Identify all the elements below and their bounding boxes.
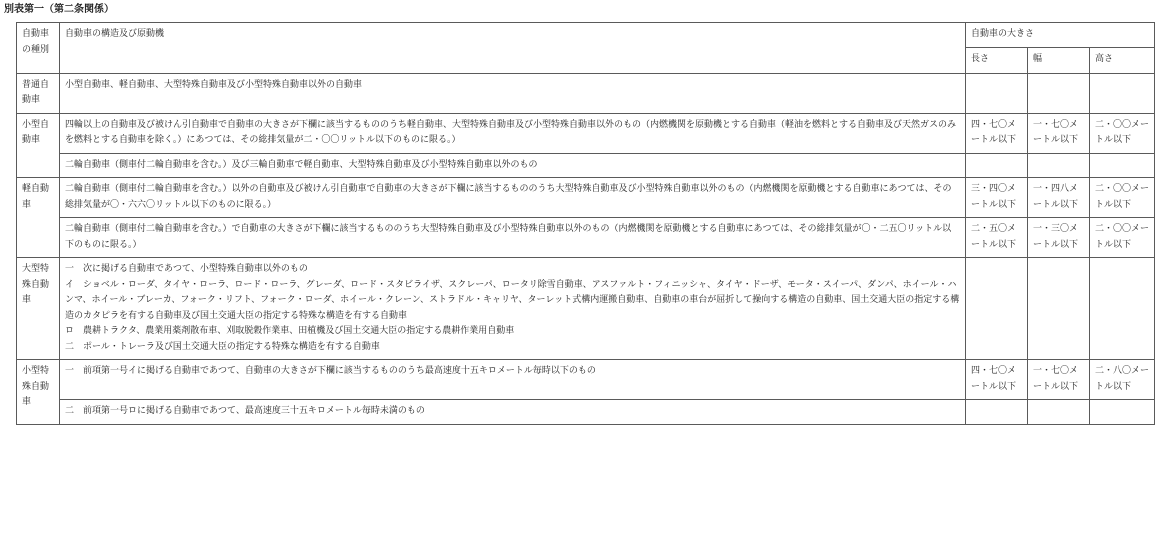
kind-cell: 大型特殊自動車: [17, 258, 60, 360]
height-cell: 二・〇〇メートル以下: [1090, 218, 1155, 258]
page-title: 別表第一（第二条関係）: [4, 4, 114, 15]
structure-cell: 一 前項第一号イに掲げる自動車であつて、自動車の大きさが下欄に該当するもののうち最高速度十五キロメートル毎時以下のもの: [60, 360, 966, 400]
kind-cell: 軽自動車: [17, 178, 60, 258]
length-cell: [966, 258, 1028, 360]
height-cell: [1090, 73, 1155, 113]
structure-cell: 二輪自動車（側車付二輪自動車を含む。）以外の自動車及び被けん引自動車で自動車の大きさが下欄に該当するもののうち大型特殊自動車及び小型特殊自動車以外のもの（内燃機関を原動機とする自動車にあつては、その総排気量が〇・六六〇リットル以下のものに限る。）: [60, 178, 966, 218]
width-cell: [1028, 400, 1090, 425]
table-row: [17, 153, 1155, 178]
structure-line: イ ショベル・ローダ、タイヤ・ローラ、ロード・ローラ、グレーダ、ロード・スタビライザ、スクレーパ、ロータリ除雪自動車、アスファルト・フィニッシャ、タイヤ・ドーザ、モータ・スイーパ、ダンパ、ホイール・ハンマ、ホイール・ブレーカ、フォーク・リフト、フォーク・ローダ、ホイール・クレーン、ストラドル・キャリヤ、ターレット式構内運搬自動車、自動車の車台が屈折して操向する構造の自動車、国土交通大臣の指定する構造のカタピラを有する自動車及び国土交通大臣の指定する特殊な構造を有する自動車: [65, 279, 960, 321]
length-cell: [966, 153, 1028, 178]
vehicle-classification-table: [16, 22, 1155, 425]
structure-cell: 二 前項第一号ロに掲げる自動車であつて、最高速度三十五キロメートル毎時未満のもの: [60, 400, 966, 425]
width-cell: 一・三〇メートル以下: [1028, 218, 1090, 258]
table-row: [17, 73, 1155, 113]
structure-cell: 二輪自動車（側車付二輪自動車を含む。）及び三輪自動車で軽自動車、大型特殊自動車及び小型特殊自動車以外のもの: [60, 153, 966, 178]
header-kind: 自動車の種別: [17, 23, 60, 74]
table-row: [17, 178, 1155, 218]
width-cell: [1028, 73, 1090, 113]
table-header-row: [17, 23, 1155, 48]
height-cell: [1090, 400, 1155, 425]
kind-cell: 小型特殊自動車: [17, 360, 60, 425]
structure-cell: [60, 258, 966, 360]
height-cell: 二・八〇メートル以下: [1090, 360, 1155, 400]
table-row: [17, 113, 1155, 153]
structure-cell: 四輪以上の自動車及び被けん引自動車で自動車の大きさが下欄に該当するもののうち軽自動車、大型特殊自動車及び小型特殊自動車以外のもの（内燃機関を原動機とする自動車（軽油を燃料とする自動車及び天然ガスのみを燃料とする自動車を除く。）にあつては、その総排気量が二・〇〇リットル以下のものに限る。）: [60, 113, 966, 153]
kind-cell: 小型自動車: [17, 113, 60, 178]
structure-line: ロ 農耕トラクタ、農業用薬剤散布車、刈取脱穀作業車、田植機及び国土交通大臣の指定する農耕作業用自動車: [65, 326, 515, 336]
width-cell: 一・四八メートル以下: [1028, 178, 1090, 218]
header-width: 幅: [1028, 47, 1090, 73]
table-row: [17, 258, 1155, 360]
width-cell: [1028, 258, 1090, 360]
height-cell: 二・〇〇メートル以下: [1090, 113, 1155, 153]
width-cell: 一・七〇メートル以下: [1028, 113, 1090, 153]
length-cell: 四・七〇メートル以下: [966, 360, 1028, 400]
header-length: 長さ: [966, 47, 1028, 73]
table-row: [17, 400, 1155, 425]
length-cell: [966, 400, 1028, 425]
structure-line: 二 ポール・トレーラ及び国土交通大臣の指定する特殊な構造を有する自動車: [65, 341, 380, 352]
width-cell: 一・七〇メートル以下: [1028, 360, 1090, 400]
structure-cell: 二輪自動車（側車付二輪自動車を含む。）で自動車の大きさが下欄に該当するもののうち大型特殊自動車及び小型特殊自動車以外のもの（内燃機関を原動機とする自動車にあつては、その総排気量が〇・二五〇リットル以下のものに限る。）: [60, 218, 966, 258]
header-structure: 自動車の構造及び原動機: [60, 23, 966, 74]
table-row: [17, 360, 1155, 400]
structure-cell: 小型自動車、軽自動車、大型特殊自動車及び小型特殊自動車以外の自動車: [60, 73, 966, 113]
length-cell: 四・七〇メートル以下: [966, 113, 1028, 153]
height-cell: 二・〇〇メートル以下: [1090, 178, 1155, 218]
height-cell: [1090, 153, 1155, 178]
length-cell: 三・四〇メートル以下: [966, 178, 1028, 218]
header-height: 高さ: [1090, 47, 1155, 73]
header-size: 自動車の大きさ: [966, 23, 1155, 48]
length-cell: 二・五〇メートル以下: [966, 218, 1028, 258]
kind-cell: 普通自動車: [17, 73, 60, 113]
height-cell: [1090, 258, 1155, 360]
table-row: [17, 218, 1155, 258]
structure-line: 一 次に掲げる自動車であつて、小型特殊自動車以外のもの: [65, 264, 308, 274]
length-cell: [966, 73, 1028, 113]
width-cell: [1028, 153, 1090, 178]
